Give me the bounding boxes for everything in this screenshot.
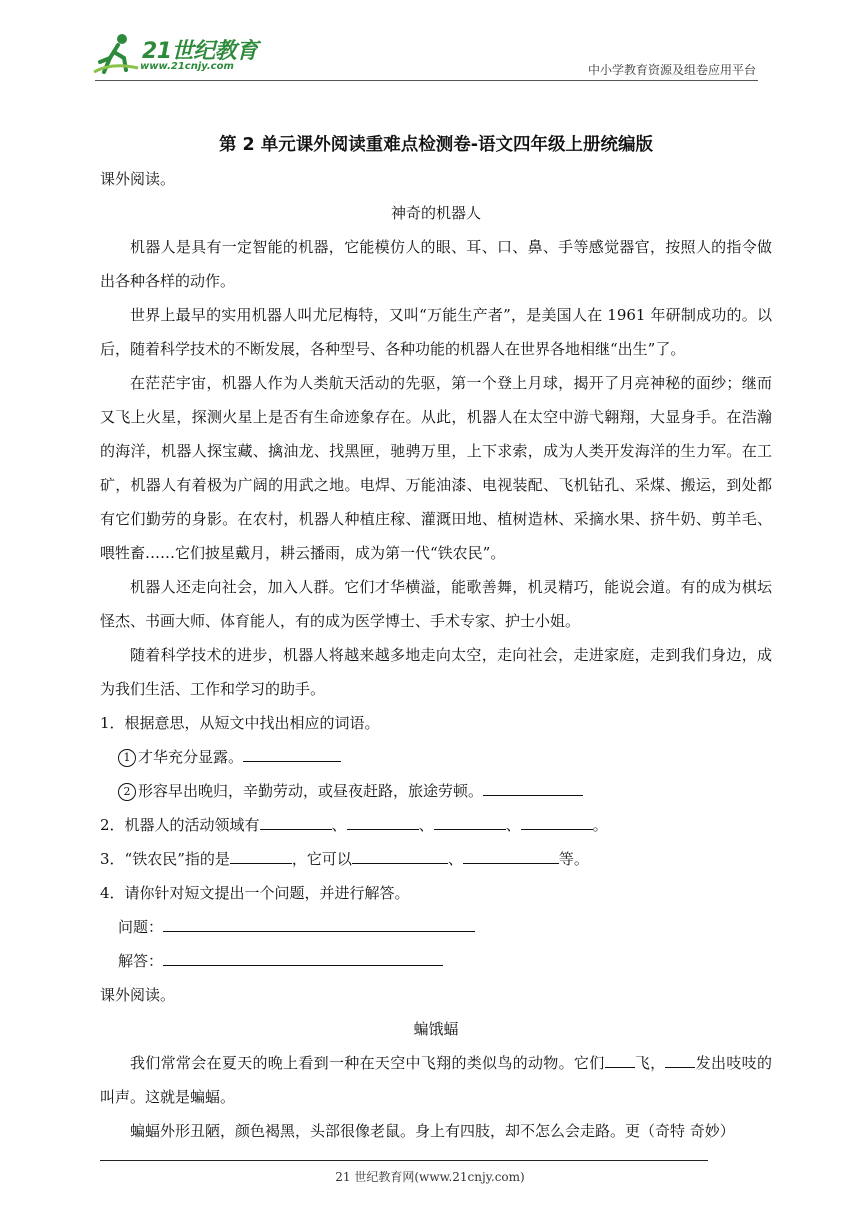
paragraph-text: 我们常常会在夏天的晚上看到一种在天空中飞翔的类似鸟的动物。它们 [130,1054,605,1072]
paragraph: 随着科学技术的进步，机器人将越来越多地走向太空，走向社会，走进家庭，走到我们身边，成为我们生活、工作和学习的助手。 [100,646,772,698]
answer-blank[interactable] [483,779,583,796]
question-1b [100,774,772,808]
section-intro: 课外阅读。 [100,170,176,188]
header-divider [95,80,758,81]
answer-blank[interactable] [463,847,559,864]
question-text: 才华充分显露。 [138,748,244,766]
logo [92,32,262,80]
question-label: 问题： [118,918,164,936]
question-4-question [100,910,772,944]
answer-blank[interactable] [260,813,332,830]
question-4-answer [100,944,772,978]
question-4: 4．请你针对短文提出一个问题，并进行解答。 [100,884,410,902]
answer-blank[interactable] [434,813,506,830]
answer-blank[interactable] [230,847,292,864]
answer-blank[interactable] [605,1051,635,1068]
section-intro: 课外阅读。 [100,986,176,1004]
question-text: 3．“铁农民”指的是 [100,850,230,868]
question-3 [100,842,772,876]
question-text: 2．机器人的活动领域有 [100,816,260,834]
separator: 、 [447,850,463,868]
answer-label: 解答： [118,952,164,970]
answer-blank[interactable] [243,745,341,762]
separator: 等。 [558,850,589,868]
answer-blank[interactable] [521,813,593,830]
answer-blank[interactable] [347,813,419,830]
paragraph [100,1046,772,1114]
separator: 、 [418,816,434,834]
platform-name: 中小学教育资源及组卷应用平台 [587,63,756,77]
paragraph: 机器人还走向社会，加入人群。它们才华横溢，能歌善舞，机灵精巧，能说会道。有的成为棋坛怪杰、书画大师、体育能人，有的成为医学博士、手术专家、护士小姐。 [100,578,772,630]
separator: 。 [592,816,608,834]
question-1: 1．根据意思，从短文中找出相应的词语。 [100,714,380,732]
question-2 [100,808,772,842]
paragraph-text: 发出吱吱的叫声。这就是蝙蝠。 [100,1054,772,1106]
question-text: ，它可以 [291,850,352,868]
logo-url: www.21cnjy.com [140,61,234,72]
document-body [100,128,772,1148]
passage-heading: 神奇的机器人 [390,204,481,222]
circled-number: 1 [118,749,136,767]
page-title: 第 2 单元课外阅读重难点检测卷-语文四年级上册统编版 [218,135,654,155]
separator: 、 [505,816,521,834]
footer-divider [100,1160,708,1161]
answer-blank[interactable] [163,949,443,966]
paragraph-text: 飞， [634,1054,666,1072]
question-1a [100,740,772,774]
paragraph: 蝙蝠外形丑陋，颜色褐黑，头部很像老鼠。身上有四肢，却不怎么会走路。更（奇特 奇妙） [130,1122,735,1140]
page-footer: 21 世纪教育网(www.21cnjy.com) [335,1170,525,1184]
paragraph: 世界上最早的实用机器人叫尤尼梅特，又叫“万能生产者”，是美国人在 1961 年研制成功的。以后，随着科学技术的不断发展，各种型号、各种功能的机器人在世界各地相继“出生”了。 [100,306,772,358]
page-header [0,0,860,90]
passage-heading: 蝙饿蝠 [413,1020,459,1038]
answer-blank[interactable] [665,1051,695,1068]
circled-number: 2 [118,783,136,801]
runner-logo-icon [92,32,140,78]
separator: 、 [331,816,347,834]
paragraph: 在茫茫宇宙，机器人作为人类航天活动的先驱，第一个登上月球，揭开了月亮神秘的面纱；继而又飞上火星，探测火星上是否有生命迹象存在。从此，机器人在太空中游弋翱翔，大显身手。在浩瀚的海洋，机器人探宝藏、擒油龙、找黑匣，驰骋万里，上下求索，成为人类开发海洋的生力军。在工矿，机器人有着极为广阔的用武之地。电焊、万能油漆、电视装配、飞机钻孔、采煤、搬运，到处都有它们勤劳的身影。在农村，机器人种植庄稼、灌溉田地、植树造林、采摘水果、挤牛奶、剪羊毛、喂牲畜……它们披星戴月，耕云播雨，成为第一代“铁农民”。 [100,374,772,562]
paragraph: 机器人是具有一定智能的机器，它能模仿人的眼、耳、口、鼻、手等感觉器官，按照人的指令做出各种各样的动作。 [100,238,772,290]
question-text: 形容早出晚归，辛勤劳动，或昼夜赶路，旅途劳顿。 [138,782,484,800]
answer-blank[interactable] [163,915,475,932]
answer-blank[interactable] [352,847,448,864]
logo-text: 21世纪教育 [142,39,258,64]
